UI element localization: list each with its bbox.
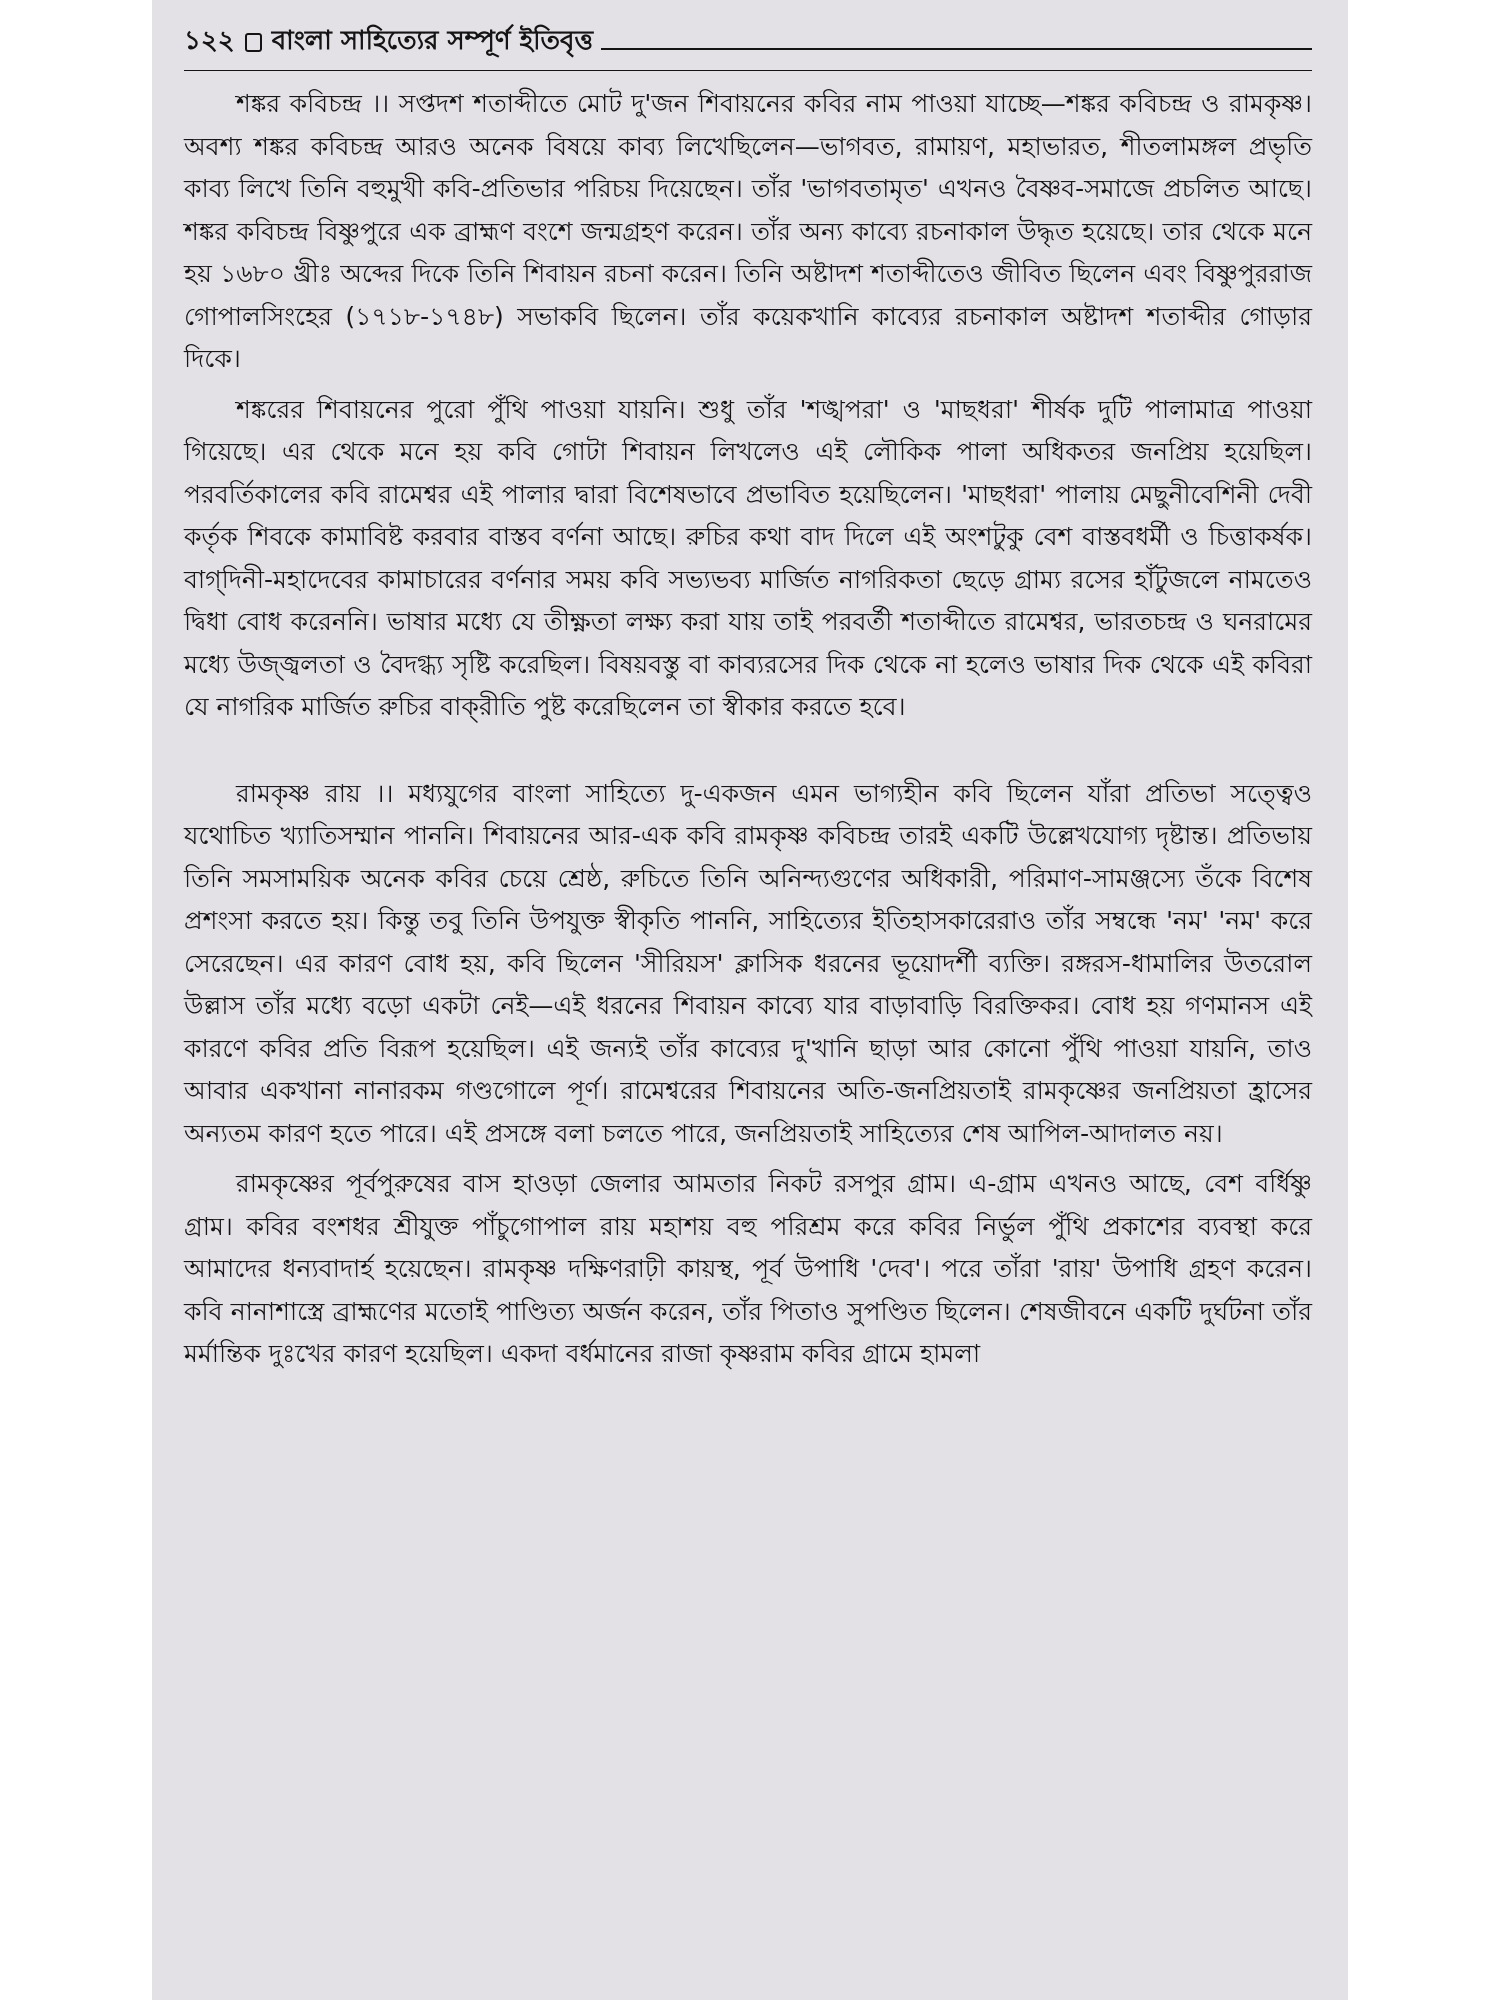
section-shankar (184, 83, 1312, 729)
header-rule (601, 48, 1312, 50)
paragraph: শঙ্কর কবিচন্দ্র ।। সপ্তদশ শতাব্দীতে মোট দু'জন শিবায়নের কবির নাম পাওয়া যাচ্ছে—শঙ্কর কবিচন্দ্র ও রামকৃষ্ণ। অবশ্য শঙ্কর কবিচন্দ্র আরও অনেক বিষয়ে কাব্য লিখেছিলেন—ভাগবত, রামায়ণ, মহাভারত, শীতলামঙ্গল প্রভৃতি কাব্য লিখে তিনি বহুমুখী কবি-প্রতিভার পরিচয় দিয়েছেন। তাঁর 'ভাগবতামৃত' এখনও বৈষ্ণব-সমাজে প্রচলিত আছে। শঙ্কর কবিচন্দ্র বিষ্ণুপুরে এক ব্রাহ্মণ বংশে জন্মগ্রহণ করেন। তাঁর অন্য কাব্যে রচনাকাল উদ্ধৃত হয়েছে। তার থেকে মনে হয় ১৬৮০ খ্রীঃ অব্দের দিকে তিনি শিবায়ন রচনা করেন। তিনি অষ্টাদশ শতাব্দীতেও জীবিত ছিলেন এবং বিষ্ণুপুররাজ গোপালসিংহের (১৭১৮-১৭৪৮) সভাকবি ছিলেন। তাঁর কয়েকখানি কাব্যের রচনাকাল অষ্টাদশ শতাব্দীর গোড়ার দিকে। (184, 89, 1312, 373)
page-number: ১২২ (184, 26, 235, 56)
running-head (184, 22, 1312, 56)
scanned-page (152, 0, 1348, 2000)
header-divider (184, 70, 1312, 71)
paragraph: রামকৃষ্ণের পূর্বপুরুষের বাস হাওড়া জেলার আমতার নিকট রসপুর গ্রাম। এ-গ্রাম এখনও আছে, বেশ বর্ধিষ্ণু গ্রাম। কবির বংশধর শ্রীযুক্ত পাঁচুগোপাল রায় মহাশয় বহু পরিশ্রম করে কবির নির্ভুল পুঁথি প্রকাশের ব্যবস্থা করে আমাদের ধন্যবাদার্হ হয়েছেন। রামকৃষ্ণ দক্ষিণরাঢ়ী কায়স্থ, পূর্ব উপাধি 'দেব'। পরে তাঁরা 'রায়' উপাধি গ্রহণ করেন। কবি নানাশাস্ত্রে ব্রাহ্মণের মতোই পাণ্ডিত্য অর্জন করেন, তাঁর পিতাও সুপণ্ডিত ছিলেন। শেষজীবনে একটি দুর্ঘটনা তাঁর মর্মান্তিক দুঃখের কারণ হয়েছিল। একদা বর্ধমানের রাজা কৃষ্ণরাম কবির গ্রামে হামলা (184, 1169, 1312, 1368)
section-ramkrishna (184, 773, 1312, 1376)
paragraph: শঙ্করের শিবায়নের পুরো পুঁথি পাওয়া যায়নি। শুধু তাঁর 'শঙ্খপরা' ও 'মাছধরা' শীর্ষক দুটি পালামাত্র পাওয়া গিয়েছে। এর থেকে মনে হয় কবি গোটা শিবায়ন লিখলেও এই লৌকিক পালা অধিকতর জনপ্রিয় হয়েছিল। পরবর্তিকালের কবি রামেশ্বর এই পালার দ্বারা বিশেষভাবে প্রভাবিত হয়েছিলেন। 'মাছধরা' পালায় মেছুনীবেশিনী দেবী কর্তৃক শিবকে কামাবিষ্ট করবার বাস্তব বর্ণনা আছে। রুচির কথা বাদ দিলে এই অংশটুকু বেশ বাস্তবধর্মী ও চিত্তাকর্ষক। বাগ্‌দিনী-মহাদেবের কামাচারের বর্ণনার সময় কবি সভ্যভব্য মার্জিত নাগরিকতা ছেড়ে গ্রাম্য রসের হাঁটুজলে নামতেও দ্বিধা বোধ করেননি। ভাষার মধ্যে যে তীক্ষ্ণতা লক্ষ্য করা যায় তাই পরবর্তী শতাব্দীতে রামেশ্বর, ভারতচন্দ্র ও ঘনরামের মধ্যে উজ্জ্বলতা ও বৈদগ্ধ্য সৃষ্টি করেছিল। বিষয়বস্তু বা কাব্যরসের দিক থেকে না হলেও ভাষার দিক থেকে এই কবিরা যে নাগরিক মার্জিত রুচির বাক্‌রীতি পুষ্ট করেছিলেন তা স্বীকার করতে হবে। (184, 394, 1312, 721)
paragraph: রামকৃষ্ণ রায় ।। মধ্যযুগের বাংলা সাহিত্যে দু-একজন এমন ভাগ্যহীন কবি ছিলেন যাঁরা প্রতিভা সত্ত্বেও যথোচিত খ্যাতিসম্মান পাননি। শিবায়নের আর-এক কবি রামকৃষ্ণ কবিচন্দ্র তারই একটি উল্লেখযোগ্য দৃষ্টান্ত। প্রতিভায় তিনি সমসাময়িক অনেক কবির চেয়ে শ্রেষ্ঠ, রুচিতে তিনি অনিন্দ্যগুণের অধিকারী, পরিমাণ-সামঞ্জস্যে তঁকে বিশেষ প্রশংসা করতে হয়। কিন্তু তবু তিনি উপযুক্ত স্বীকৃতি পাননি, সাহিত্যের ইতিহাসকারেরাও তাঁর সম্বন্ধে 'নম' 'নম' করে সেরেছেন। এর কারণ বোধ হয়, কবি ছিলেন 'সীরিয়স' ক্লাসিক ধরনের ভূয়োদর্শী ব্যক্তি। রঙ্গরস-ধামালির উতরোল উল্লাস তাঁর মধ্যে বড়ো একটা নেই—এই ধরনের শিবায়ন কাব্যে যার বাড়াবাড়ি বিরক্তিকর। বোধ হয় গণমানস এই কারণে কবির প্রতি বিরূপ হয়েছিল। এই জন্যই তাঁর কাব্যের দু'খানি ছাড়া আর কোনো পুঁথি পাওয়া যায়নি, তাও আবার একখানা নানারকম গণ্ডগোলে পূর্ণ। রামেশ্বরের শিবায়নের অতি-জনপ্রিয়তাই রামকৃষ্ণের জনপ্রিয়তা হ্রাসের অন্যতম কারণ হতে পারে। এই প্রসঙ্গে বলা চলতে পারে, জনপ্রিয়তাই সাহিত্যের শেষ আপিল-আদালত নয়। (184, 778, 1312, 1148)
square-box-icon (245, 33, 262, 52)
running-head-title: বাংলা সাহিত্যের সম্পূর্ণ ইতিবৃত্ত (271, 26, 594, 56)
section-gap (184, 737, 1312, 773)
